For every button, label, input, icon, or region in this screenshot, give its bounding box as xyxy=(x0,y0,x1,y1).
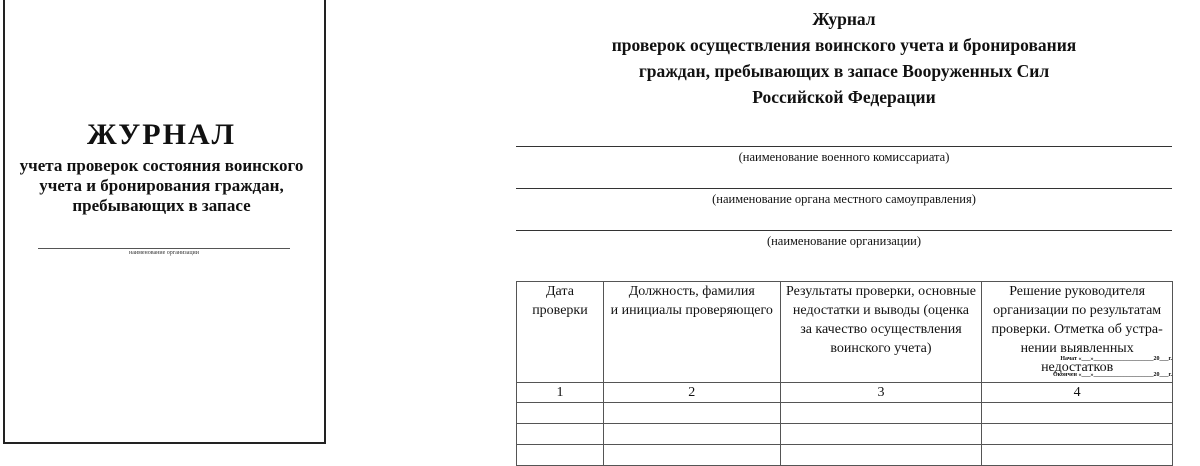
started-date: Начат «___»____________________20___г. xyxy=(1060,356,1172,362)
subtitle-line: учета и бронирования граждан, xyxy=(39,176,284,195)
title-line: граждан, пребывающих в запасе Вооруженных Сил xyxy=(638,61,1050,81)
header-date: Дата проверки xyxy=(517,282,604,383)
organization-caption: (наименование организации) xyxy=(766,234,922,248)
header-decision: Решение руководителя организации по результатам проверки. Отметка об устра- нении выявленных недостатков xyxy=(982,282,1173,383)
inspection-table xyxy=(516,281,1173,466)
cover-subtitle xyxy=(0,156,323,216)
commissariat-caption: (наименование военного комиссариата) xyxy=(738,150,950,164)
number-row xyxy=(517,383,1173,403)
header-inspector: Должность, фамилия и инициалы проверяющего xyxy=(603,282,780,383)
table-row xyxy=(517,424,1173,445)
local-government-line xyxy=(516,188,1172,189)
subtitle-line: пребывающих в запасе xyxy=(72,196,251,215)
title-line: Российской Федерации xyxy=(752,87,936,107)
org-line xyxy=(38,248,290,249)
title-line: Журнал xyxy=(812,9,876,29)
header-results: Результаты проверки, основные недостатки и выводы (оценка за качество осуществления воинского учета) xyxy=(780,282,982,383)
table-row xyxy=(517,403,1173,424)
header-row xyxy=(517,282,1173,383)
subtitle-line: учета проверок состояния воинского xyxy=(19,156,304,175)
journal-cover xyxy=(3,0,326,444)
column-number: 1 xyxy=(517,383,604,403)
page-title xyxy=(516,6,1172,110)
cover-title: ЖУРНАЛ xyxy=(87,118,236,151)
organization-line xyxy=(516,230,1172,231)
column-number: 3 xyxy=(780,383,982,403)
local-government-caption: (наименование органа местного самоуправления) xyxy=(712,192,976,206)
title-line: проверок осуществления воинского учета и бронирования xyxy=(611,35,1077,55)
ended-date: Окончен «___»____________________20___г. xyxy=(1052,372,1172,378)
commissariat-line xyxy=(516,146,1172,147)
org-caption: наименование организации xyxy=(129,250,199,256)
table-row xyxy=(517,445,1173,466)
column-number: 4 xyxy=(982,383,1173,403)
column-number: 2 xyxy=(603,383,780,403)
